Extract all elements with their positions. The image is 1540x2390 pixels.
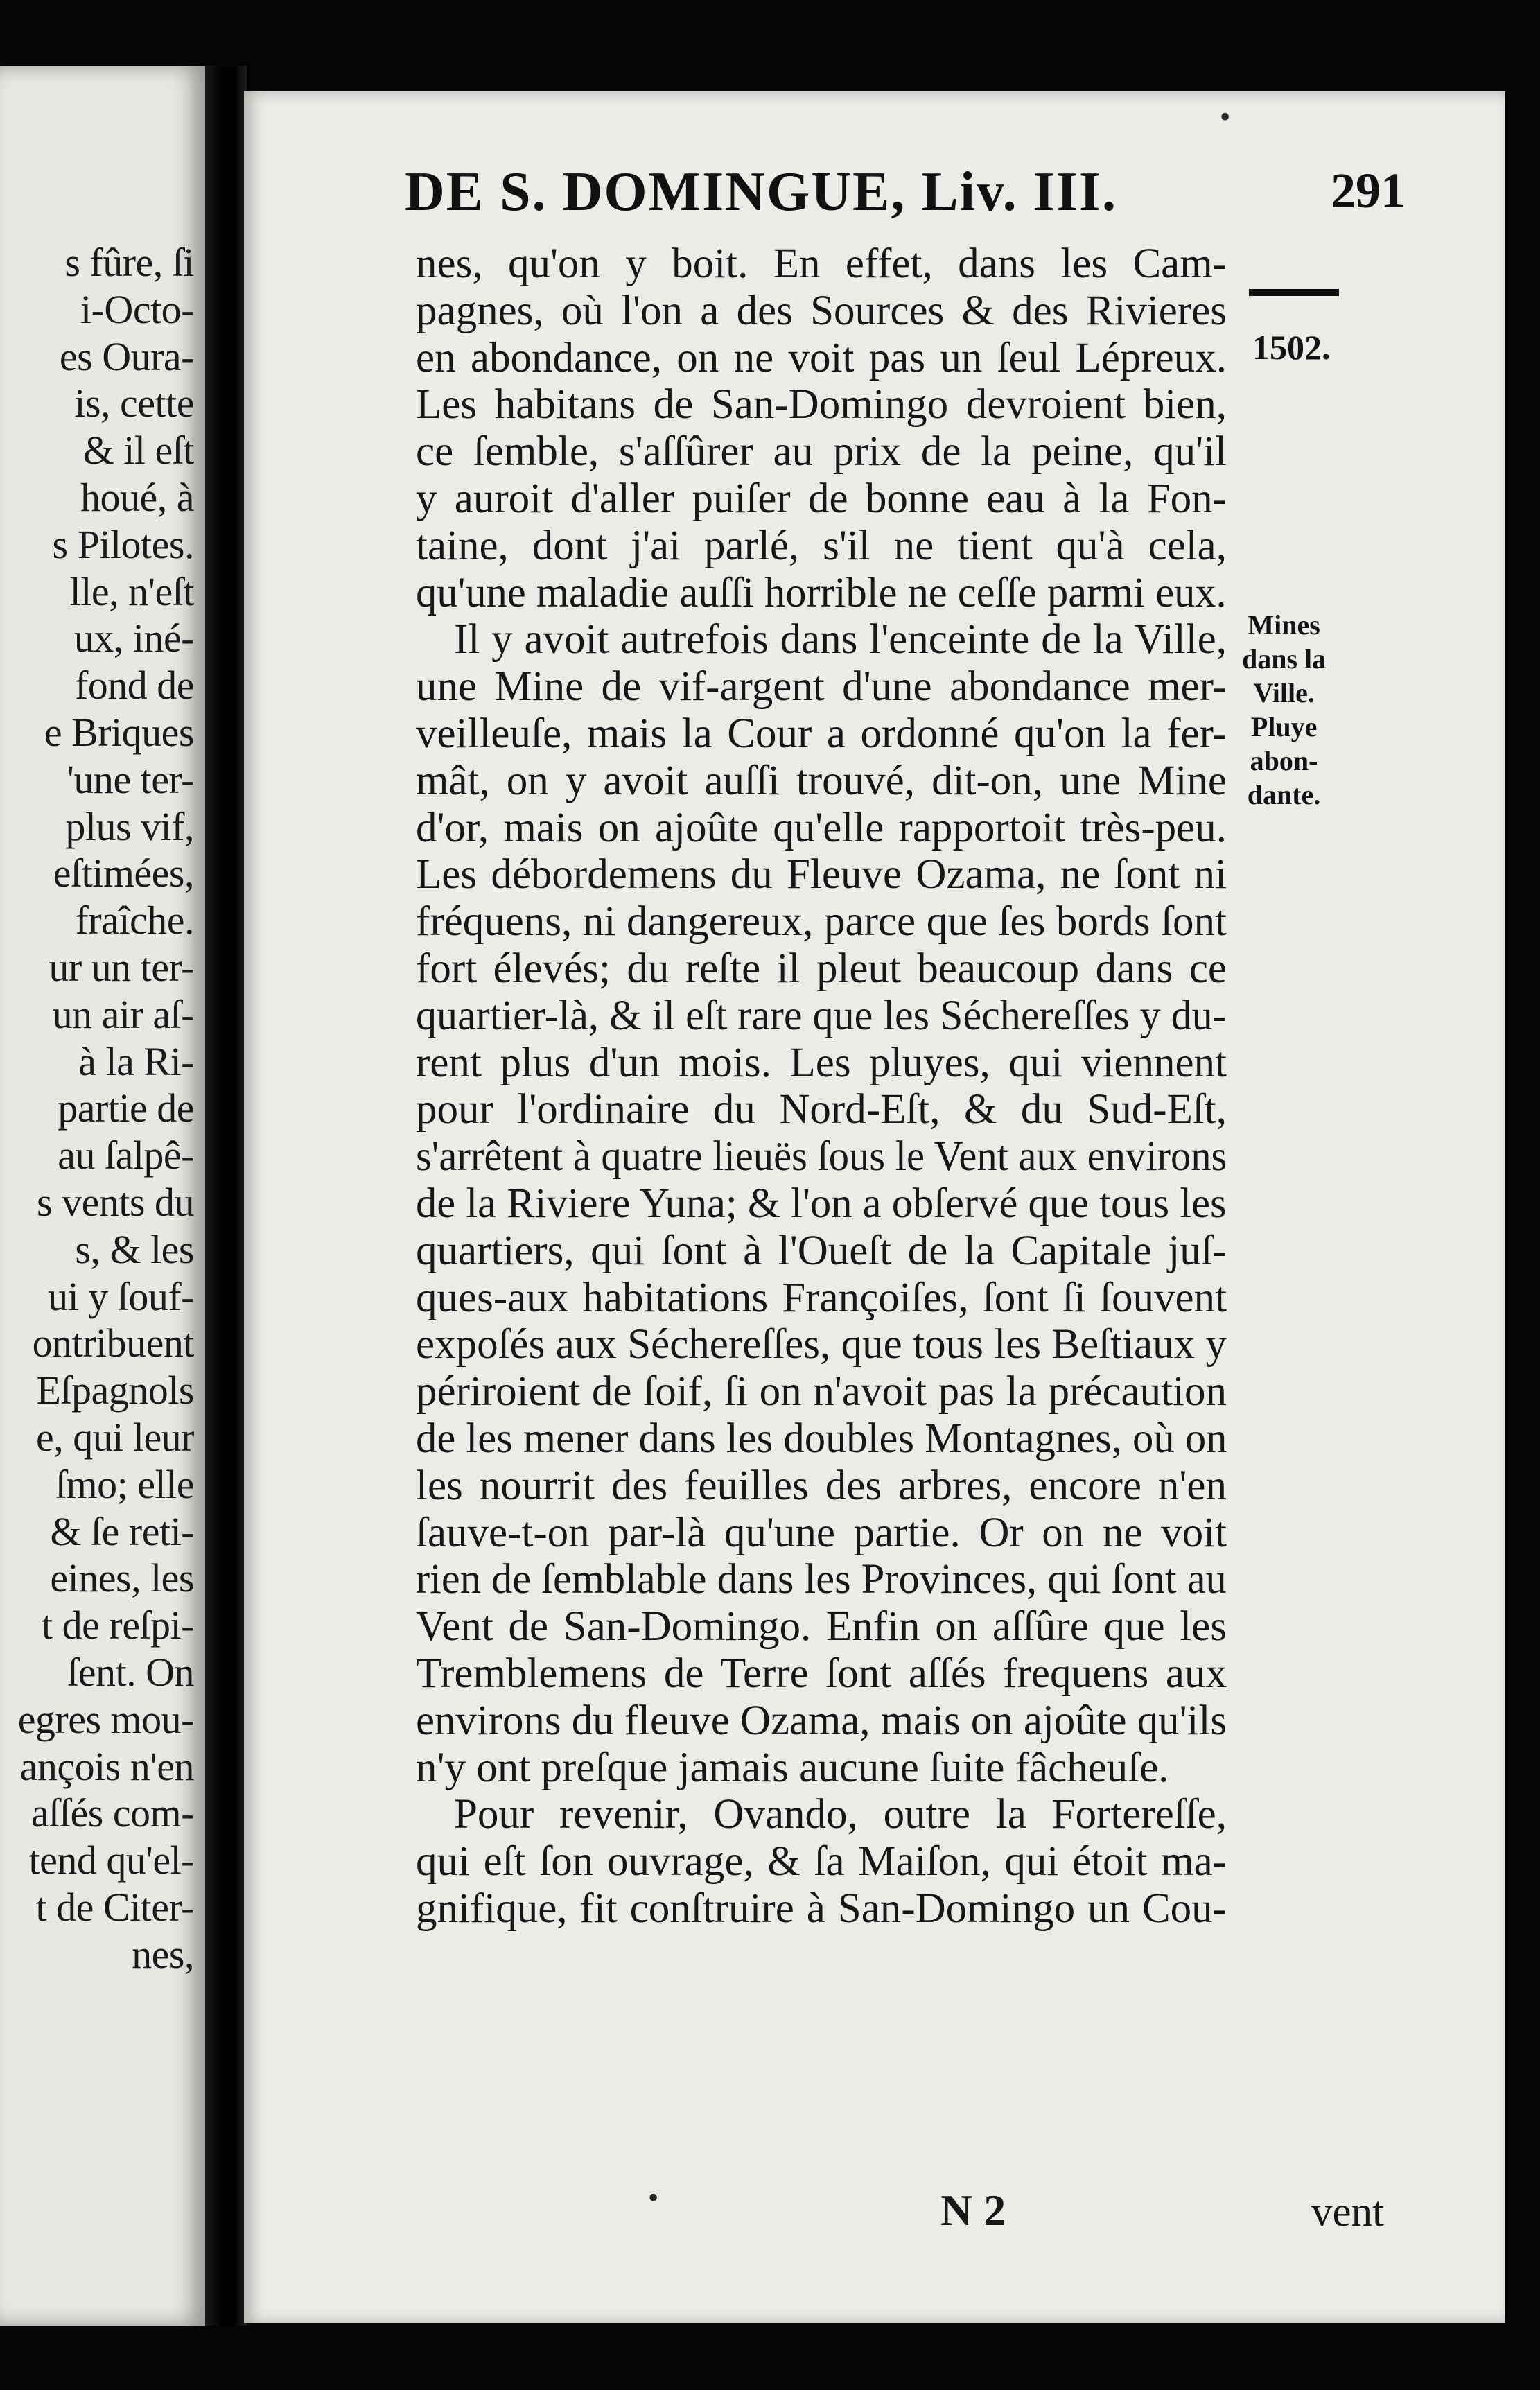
left-page-text xyxy=(18,239,194,1978)
body-line: une Mine de vif-argent d'une abondance mer- xyxy=(416,663,1227,710)
body-line: ques-aux habitations Françoiſes, ſont ſi ſouvent xyxy=(416,1274,1227,1321)
body-line: expoſés aux Séchereſſes, que tous les Beſtiaux y xyxy=(416,1321,1227,1368)
page-number: 291 xyxy=(1331,163,1406,218)
body-line: s'arrêtent à quatre lieuës ſous le Vent aux environs xyxy=(416,1133,1227,1180)
body-line: ce ſemble, s'aſſûrer au prix de la peine, qu'il xyxy=(416,428,1227,476)
body-line: Pour revenir, Ovando, outre la Fortereſſe, xyxy=(454,1791,1227,1838)
body-line: de la Riviere Yuna; & l'on a obſervé que tous les xyxy=(416,1180,1227,1227)
margin-year: 1502. xyxy=(1252,328,1331,367)
body-line: quartiers, qui ſont à l'Oueſt de la Capitale juſ- xyxy=(416,1227,1227,1274)
body-line: quartier-là, & il eſt rare que les Séchereſſes y du- xyxy=(416,992,1227,1039)
body-line: environs du fleuve Ozama, mais on ajoûte qu'ils xyxy=(416,1697,1227,1744)
left-page-line: au ſalpê- xyxy=(58,1133,194,1178)
left-page xyxy=(0,66,205,2326)
left-page-line: es Oura- xyxy=(59,333,194,379)
left-page-line: un air aſ- xyxy=(52,991,194,1037)
body-line: mât, on y avoit auſſi trouvé, dit-on, une Mine xyxy=(416,757,1227,804)
left-page-line: eſtimées, xyxy=(53,851,194,896)
left-page-line: ui y ſouf- xyxy=(48,1273,194,1319)
body-line: pagnes, où l'on a des Sources & des Rivieres xyxy=(416,287,1227,334)
left-page-line: ſent. On xyxy=(67,1649,194,1695)
left-page-line: & il eſt xyxy=(82,428,194,473)
left-page-line: Eſpagnols xyxy=(36,1368,194,1413)
body-line: gnifique, fit conſtruire à San-Domingo un Cou- xyxy=(416,1885,1227,1932)
right-page xyxy=(244,91,1505,2323)
printer-mark-dot: • xyxy=(1218,104,1233,132)
left-page-line: 'une ter- xyxy=(67,756,194,802)
body-line: d'or, mais on ajoûte qu'elle rapportoit très-peu. xyxy=(416,804,1227,851)
left-page-line: s Pilotes. xyxy=(52,521,194,567)
signature-mark: N 2 xyxy=(940,2186,1006,2235)
margin-note: Mines dans la Ville. Pluye abon- dante. xyxy=(1242,609,1327,810)
left-page-line: s vents du xyxy=(37,1179,194,1225)
left-page-line: ux, iné- xyxy=(73,616,194,661)
body-line: de les mener dans les doubles Montagnes, où on xyxy=(416,1415,1227,1462)
body-line: Les débordemens du Fleuve Ozama, ne ſont ni xyxy=(416,851,1227,898)
left-page-line: t de reſpi- xyxy=(42,1603,194,1648)
body-line: y auroit d'aller puiſer de bonne eau à la Fon- xyxy=(416,476,1227,522)
printer-mark-dot: • xyxy=(646,2185,661,2213)
left-page-line: is, cette xyxy=(74,381,194,426)
running-head: DE S. DOMINGUE, Liv. III. xyxy=(405,162,1117,223)
body-line: Vent de San-Domingo. Enfin on aſſûre que les xyxy=(416,1603,1227,1650)
body-line: ſauve-t-on par-là qu'une partie. Or on ne voit xyxy=(416,1509,1227,1556)
left-page-line: partie de xyxy=(58,1085,194,1131)
left-page-line: fond de xyxy=(74,663,194,708)
left-page-line: eines, les xyxy=(50,1555,194,1601)
body-line: n'y ont preſque jamais aucune ſuite fâcheuſe. xyxy=(416,1744,1169,1791)
left-page-line: aſſés com- xyxy=(31,1790,194,1836)
body-line: nes, qu'on y boit. En effet, dans les Cam- xyxy=(416,241,1227,287)
body-line: taine, dont j'ai parlé, s'il ne tient qu'à cela, xyxy=(416,522,1227,569)
left-page-line: s, & les xyxy=(75,1226,194,1272)
body-line: qu'une maladie auſſi horrible ne ceſſe parmi eux. xyxy=(416,569,1227,616)
body-line: qui eſt ſon ouvrage, & ſa Maiſon, qui étoit ma- xyxy=(416,1838,1227,1885)
body-line: périroient de ſoif, ſi on n'avoit pas la précaution xyxy=(416,1368,1227,1415)
body-line: fréquens, ni dangereux, parce que ſes bords ſont xyxy=(416,898,1227,945)
body-line: Tremblemens de Terre ſont aſſés frequens aux xyxy=(416,1650,1227,1697)
left-page-line: fraîche. xyxy=(75,898,194,943)
left-page-line: à la Ri- xyxy=(78,1038,194,1084)
left-page-line: tend qu'el- xyxy=(28,1838,194,1883)
body-line: Les habitans de San-Domingo devroient bien, xyxy=(416,381,1227,428)
left-page-line: egres mou- xyxy=(17,1696,194,1742)
left-page-line: ançois n'en xyxy=(19,1743,194,1789)
body-line: veilleuſe, mais la Cour a ordonné qu'on la fer- xyxy=(416,710,1227,757)
gutter xyxy=(205,66,247,2326)
left-page-line: lle, n'eſt xyxy=(69,568,194,614)
left-page-line: ſmo; elle xyxy=(55,1461,194,1507)
left-page-line: i-Octo- xyxy=(80,286,194,332)
catchword: vent xyxy=(1311,2189,1385,2235)
body-line: rien de ſemblable dans les Provinces, qui ſont au xyxy=(416,1556,1227,1603)
left-page-line: plus vif, xyxy=(65,803,194,849)
body-line: pour l'ordinaire du Nord-Eſt, & du Sud-Eſt, xyxy=(416,1086,1227,1133)
left-page-line: e Briques xyxy=(44,709,194,755)
left-page-line: ur un ter- xyxy=(49,944,194,990)
left-page-line: nes, xyxy=(132,1931,194,1977)
body-line: en abondance, on ne voit pas un ſeul Lépreux. xyxy=(416,334,1227,381)
scan-edge xyxy=(1505,91,1540,2323)
left-page-line: s fûre, ſi xyxy=(64,240,194,285)
body-line: Il y avoit autrefois dans l'enceinte de la Ville, xyxy=(454,616,1227,663)
left-page-line: & ſe reti- xyxy=(50,1508,194,1554)
body-line: fort élevés; du reſte il pleut beaucoup dans ce xyxy=(416,945,1227,992)
left-page-line: ontribuent xyxy=(32,1320,194,1366)
left-page-line: houé, à xyxy=(80,474,194,520)
body-line: les nourrit des feuilles des arbres, encore n'en xyxy=(416,1462,1227,1509)
body-line: rent plus d'un mois. Les pluyes, qui viennent xyxy=(416,1039,1227,1086)
left-page-line: e, qui leur xyxy=(35,1414,194,1460)
left-page-line: t de Citer- xyxy=(35,1884,194,1930)
year-rule xyxy=(1249,289,1339,296)
